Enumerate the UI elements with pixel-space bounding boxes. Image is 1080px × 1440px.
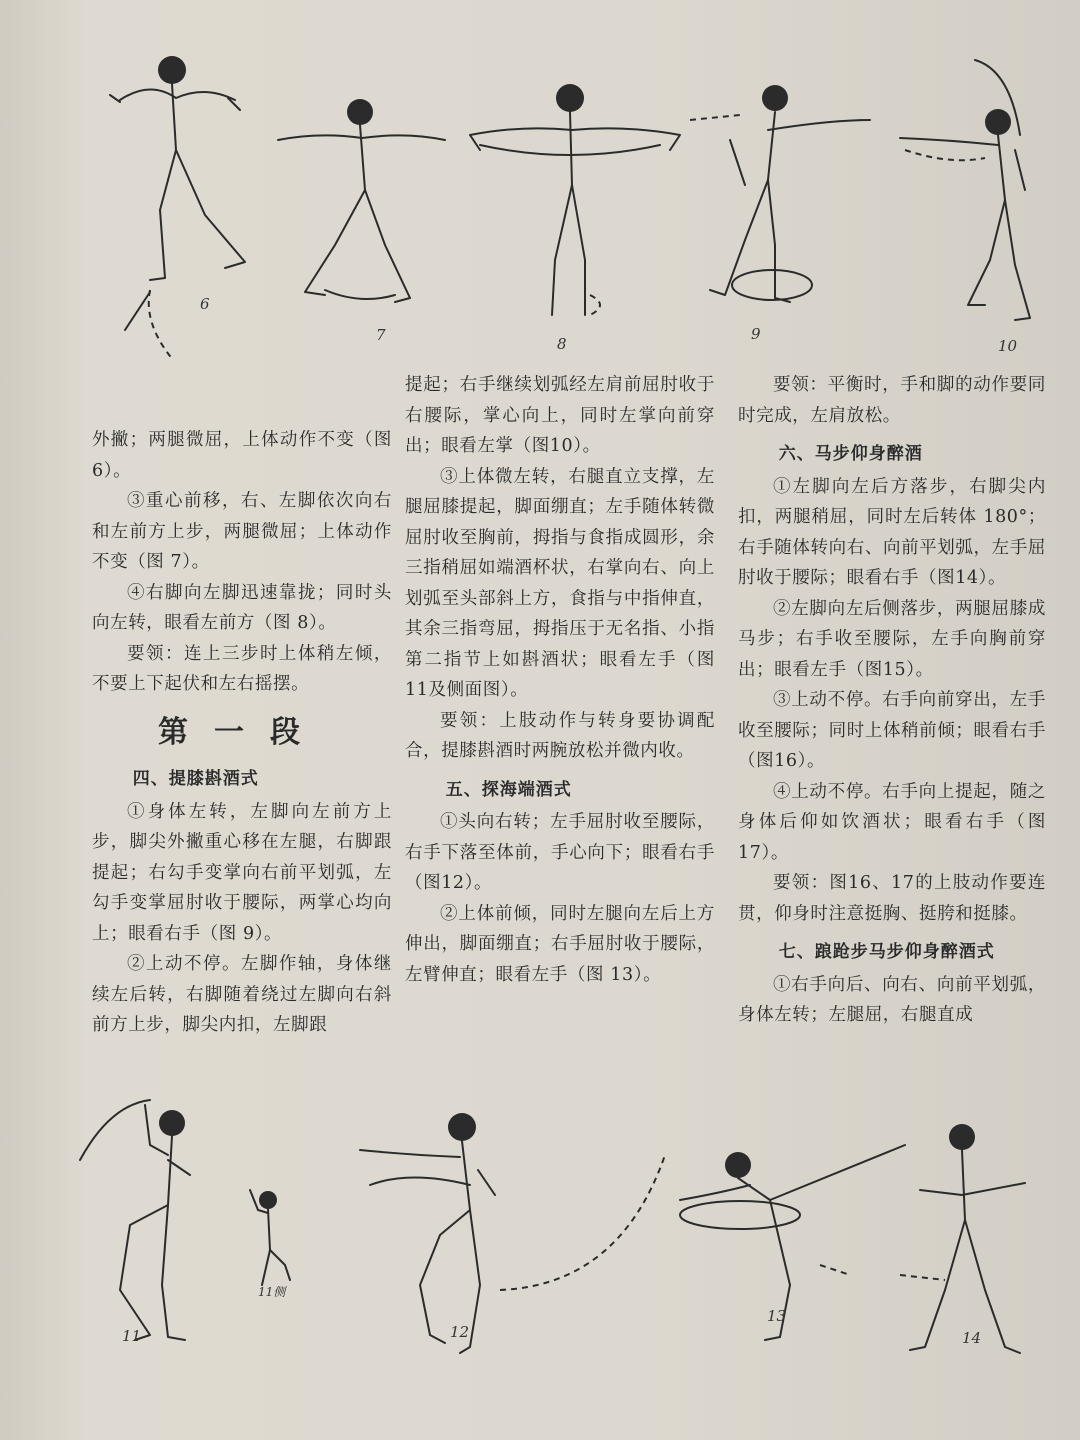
- paragraph: ③上动不停。右手向前穿出，左手收至腰际；同时上体稍前倾；眼看右手（图16）。: [738, 690, 1046, 771]
- paragraph: 提起；右手继续划弧经左肩前屈肘收于右腰际，掌心向上，同时左掌向前穿出；眼看左掌（图10）。: [405, 375, 715, 456]
- subsection-heading: 六、马步仰身醉酒: [778, 444, 923, 464]
- paragraph: ①身体左转，左脚向左前方上步，脚尖外撇重心移在左腿，右脚跟提起；右勾手变掌向右前平划弧，左勾手变掌屈肘收于腰际，两掌心均向上；眼看右手（图 9）。: [92, 801, 392, 944]
- paragraph: ②上动不停。左脚作轴，身体继续左后转，右脚随着绕过左脚向右斜前方上步，脚尖内扣，左脚跟: [92, 954, 392, 1035]
- top-illustration-strip: [0, 40, 1080, 360]
- figure-8-drawing: [470, 84, 680, 315]
- bottom-illustration-strip: [0, 1085, 1080, 1385]
- text-column-2: [405, 370, 715, 990]
- text-column-3: [738, 370, 1046, 1031]
- subsection-heading: 四、提膝斟酒式: [132, 769, 259, 789]
- figure-8-number: 8: [557, 335, 567, 353]
- paragraph: ②上体前倾，同时左腿向左后上方伸出，脚面绷直；右手屈肘收于腰际，左臂伸直；眼看左手（图 13）。: [405, 903, 715, 985]
- paragraph: ③上体微左转，右腿直立支撑，左腿屈膝提起，脚面绷直；左手随体转微屈肘收至胸前，拇指与食指成圆形，余三指稍屈如端酒杯状，右掌向右、向上划弧至头部斜上方，食指与中指伸直，其余三指弯屈，拇指压于无名指、小指第二指节上如斟酒状；眼看左手（图11及侧面图）。: [405, 466, 715, 700]
- figure-11-side-number: 11侧: [258, 1285, 286, 1299]
- paragraph: ③重心前移，右、左脚依次向右和左前方上步，两腿微屈；上体动作不变（图 7）。: [92, 491, 392, 572]
- text-column-1: [92, 425, 392, 1041]
- paragraph: 外撇；两腿微屈，上体动作不变（图 6）。: [92, 430, 392, 481]
- bottom-figures-drawing: [0, 1085, 1080, 1385]
- figure-11-drawing: [80, 1100, 190, 1340]
- paragraph: 要领：连上三步时上体稍左倾，不要上下起伏和左右摇摆。: [92, 643, 392, 694]
- subsection-heading: 七、踉跄步马步仰身醉酒式: [778, 942, 995, 962]
- paragraph: ①右手向后、向右、向前平划弧，身体左转；左腿屈，右腿直成: [738, 974, 1046, 1025]
- paragraph: 要领：上肢动作与转身要协调配合，提膝斟酒时两腕放松并微内收。: [405, 710, 715, 761]
- figure-13-drawing: [680, 1145, 905, 1340]
- figure-12-drawing: [360, 1113, 665, 1353]
- figure-7-drawing: [278, 99, 445, 302]
- figure-14-number: 14: [962, 1329, 982, 1347]
- subsection-heading: 五、探海端酒式: [445, 779, 572, 800]
- figure-7-number: 7: [376, 326, 386, 344]
- section-title: 第一段: [158, 714, 326, 750]
- paragraph: 要领：图16、17的上肢动作要连贯，仰身时注意挺胸、挺胯和挺膝。: [738, 873, 1046, 924]
- paragraph: 要领：平衡时，手和脚的动作要同时完成，左肩放松。: [738, 375, 1046, 426]
- figure-11-number: 11: [122, 1327, 142, 1345]
- top-figures-drawing: [0, 40, 1080, 360]
- paragraph: ②左脚向左后侧落步，两腿屈膝成马步；右手收至腰际，左手向胸前穿出；眼看左手（图15）。: [738, 598, 1046, 680]
- figure-10-number: 10: [998, 337, 1018, 355]
- figure-10-drawing: [900, 60, 1030, 320]
- figure-9-number: 9: [751, 325, 761, 343]
- figure-12-number: 12: [450, 1323, 470, 1341]
- paragraph: ①头向右转；左手屈肘收至腰际，右手下落至体前，手心向下；眼看右手（图12）。: [405, 812, 715, 893]
- figure-13-number: 13: [767, 1307, 787, 1325]
- paragraph: ④右脚向左脚迅速靠拢；同时头向左转，眼看左前方（图 8）。: [92, 582, 392, 633]
- figure-14-drawing: [900, 1124, 1025, 1353]
- figure-6-number: 6: [200, 295, 210, 313]
- figure-11-side-drawing: [250, 1190, 290, 1285]
- paragraph: ④上动不停。右手向上提起，随之身体后仰如饮酒状；眼看右手（图17）。: [738, 781, 1046, 863]
- paragraph: ①左脚向左后方落步，右脚尖内扣，两腿稍屈，同时左后转体 180°；右手随体转向右、向前平划弧，左手屈肘收于腰际；眼看右手（图14）。: [738, 476, 1046, 588]
- figure-6-drawing: [110, 56, 245, 360]
- figure-9-drawing: [690, 85, 870, 302]
